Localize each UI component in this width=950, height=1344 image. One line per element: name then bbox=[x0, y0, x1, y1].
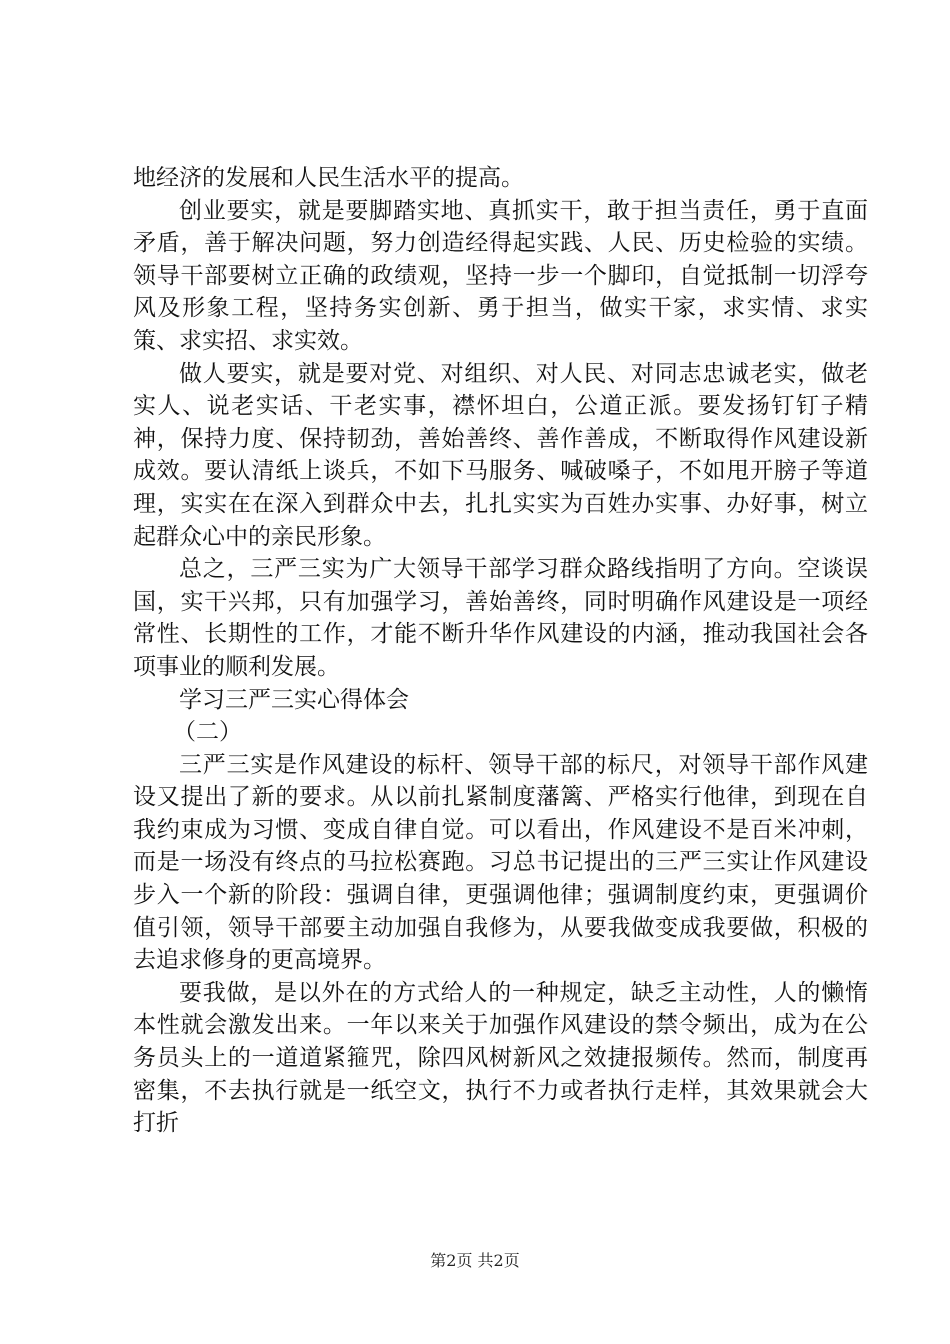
paragraph-continuation: 地经济的发展和人民生活水平的提高。 bbox=[133, 165, 524, 191]
section-number: （二） bbox=[173, 719, 242, 746]
paragraph-chuangye: 创业要实，就是要脚踏实地、真抓实干，敢于担当责任，勇于直面矛盾，善于解决问题，努力创造经得起实践、人民、历史检验的实绩。领导干部要树立正确的政绩观，坚持一步一个脚印，自觉抵制一切浮夸风及形象工程，坚持务实创新、勇于担当，做实干家，求实情、求实策、求实招、求实效。 bbox=[133, 197, 868, 354]
paragraph-sanyan: 三严三实是作风建设的标杆、领导干部的标尺，对领导干部作风建设又提出了新的要求。从以前扎紧制度藩篱、严格实行他律，到现在自我约束成为习惯、变成自律自觉。可以看出，作风建设不是百米冲刺，而是一场没有终点的马拉松赛跑。习总书记提出的三严三实让作风建设步入一个新的阶段：强调自律，更强调他律；强调制度约束，更强调价值引领，领导干部要主动加强自我修为，从要我做变成我要做，积极的去追求修身的更高境界。 bbox=[133, 751, 868, 974]
document-body bbox=[133, 162, 868, 1140]
paragraph-zongzhi: 总之，三严三实为广大领导干部学习群众路线指明了方向。空谈误国，实干兴邦，只有加强学习，善始善终，同时明确作风建设是一项经常性、长期性的工作，才能不断升华作风建设的内涵，推动我国社会各项事业的顺利发展。 bbox=[133, 556, 868, 680]
paragraph-zuoren: 做人要实，就是要对党、对组织、对人民、对同志忠诚老实，做老实人、说老实话、干老实事，襟怀坦白，公道正派。要发扬钉钉子精神，保持力度、保持韧劲，善始善终、善作善成，不断取得作风建设新成效。要认清纸上谈兵，不如下马服务、喊破嗓子，不如甩开膀子等道理，实实在在深入到群众中去，扎扎实实为百姓办实事、办好事，树立起群众心中的亲民形象。 bbox=[133, 360, 868, 550]
paragraph-yaowozuo: 要我做，是以外在的方式给人的一种规定，缺乏主动性，人的懒惰本性就会激发出来。一年以来关于加强作风建设的禁令频出，成为在公务员头上的一道道紧箍咒，除四风树新风之效捷报频传。然而，制度再密集，不去执行就是一纸空文，执行不力或者执行走样，其效果就会大打折 bbox=[133, 979, 868, 1137]
section-title: 学习三严三实心得体会 bbox=[179, 686, 409, 713]
page-footer: 第2页 共2页 bbox=[430, 1251, 520, 1270]
